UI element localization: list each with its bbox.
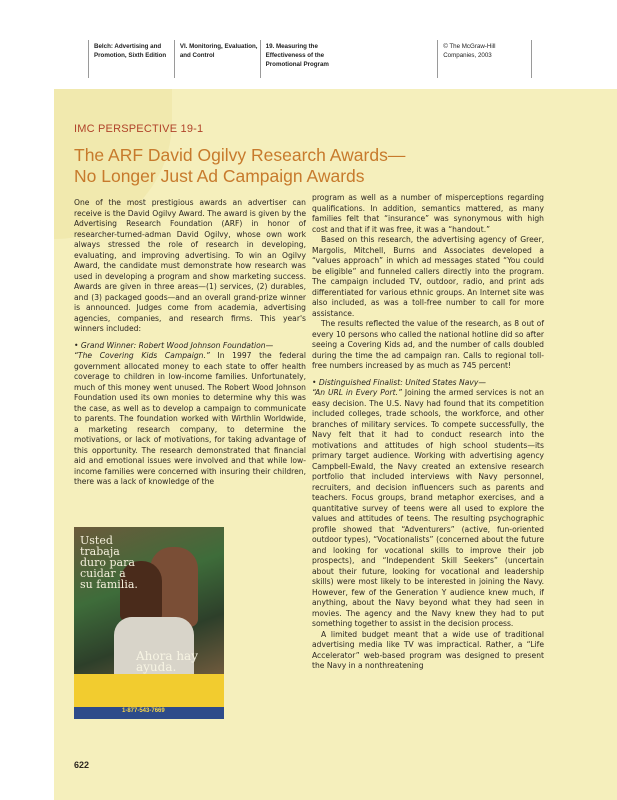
perspective-kicker: IMC PERSPECTIVE 19-1 — [74, 123, 204, 135]
intro-paragraph: One of the most prestigious awards an advertiser can receive is the David Ogilvy Award. The award is given by the Advertising Research Foundation (ARF) in honor of researcher-turned-adman David Ogilvy, whose own work always stressed the role of research in developing, evaluating, and improving advertising. To win an Ogilvy Award, the candidate must demonstrate how research was used in developing a program and show marketing success. Awards are given in three areas—(1) services, (2) durables, and (3) packaged goods—and an overall grand-prize winner is announced. Judges come from academia, advertising agencies, companies, and research firms. This year's winners included: — [74, 198, 306, 333]
perspective-title: The ARF David Ogilvy Research Awards— No Longer Just Ad Campaign Awards — [74, 145, 406, 186]
bullet-grand-winner: • Grand Winner: Robert Wood Johnson Foundation— “The Covering Kids Campaign.” In 1997 the federal government allocated money to each state to offer health coverage to children in low-income families. Unfortunately, much of this money went unused. The Robert Wood Johnson Foundation used its own monies to determine why this was the case, as well as to develop a campaign to communicate to parents. The foundation worked with Wirthlin Worldwide, a marketing research company, to determine the motivations, or lack of motivations, for taking advantage of this opportunity. The research demonstrated that financial aid and emotional issues were involved and that while low-income families were concerned with insuring their children, there was a lack of knowledge of the — [74, 340, 307, 486]
paragraph: program as well as a number of misperceptions regarding qualifications. In addition, semantics mattered, as many families felt that “insurance” was synonymous with high cost and that if it was free, it was a “handout.” — [312, 193, 544, 234]
right-column — [312, 193, 544, 672]
left-column — [74, 198, 306, 488]
ad-headline: Usted trabaja duro para cuidar a su familia. — [80, 534, 138, 591]
running-header — [88, 40, 532, 78]
covering-kids-ad-image — [74, 527, 224, 719]
ad-phone-number: 1-877-543-7669 — [122, 708, 165, 714]
paragraph: A limited budget meant that a wide use of traditional advertising media like TV was impractical. Rather, a “Life Accelerator” web-based program was designed to present the Navy in a nonthreatening — [312, 629, 544, 670]
paragraph: Based on this research, the advertising agency of Greer, Margolis, Mitchell, Burns and Associates developed a “values approach” in which ad messages stated “You could be eligible” and funneled callers directly into the program. The campaign included TV, outdoor, radio, and print ads differentiated for various ethnic groups. An Internet site was also included, as was a toll-free number to call for more assistance. — [312, 235, 544, 318]
ad-tagline: Ahora hay ayuda. — [136, 649, 198, 674]
bullet-finalist: • Distinguished Finalist: United States Navy— “An URL in Every Port.” Joining the armed services is not an easy decision. The U.S. Navy had found that its competition included colleges, trade schools, the workforce, and other branches of military services. To compete successfully, the Navy felt that it had to conduct research into the motivations and attitudes of high school students—its primary target audience. Working with advertising agency Campbell-Ewald, the Navy created an extensive research portfolio that included interviews with Navy personnel, recruiters, and decision influencers such as parents and teachers. Focus groups, brand metaphor exercises, and a quantitative survey of teens were all used to explore the values and attitudes of teens. The resulting psychographic profile showed that “Adventurers” (active, fun-oriented outdoor types), “Vocationalists” (concerned about the future and looking for vocational skills to improve their job prospects), and “Independent Skill Seekers” (uncertain about their future, looking for vocational and leadership skills) were most likely to be interested in joining the Navy. However, few of the Generation Y audience knew much, if anything, about the Navy beyond what they had seen in movies. The agency and the Navy knew they had to put something together to assist in the decision process. — [312, 377, 544, 628]
header-part: VI. Monitoring, Evaluation, and Control — [174, 40, 260, 78]
paragraph: The results reflected the value of the research, as 8 out of every 10 persons who called the national hotline did so after seeing a Covering Kids ad, and the number of calls doubled during the time the ad campaign ran. Calls to regional toll-free numbers increased by as much as 745 percent! — [312, 319, 544, 370]
header-book-title: Belch: Advertising and Promotion, Sixth Edition — [88, 40, 174, 78]
header-copyright: © The McGraw-Hill Companies, 2003 — [437, 40, 532, 78]
page-number: 622 — [74, 760, 90, 770]
header-chapter: 19. Measuring the Effectiveness of the Promotional Program — [260, 40, 438, 78]
